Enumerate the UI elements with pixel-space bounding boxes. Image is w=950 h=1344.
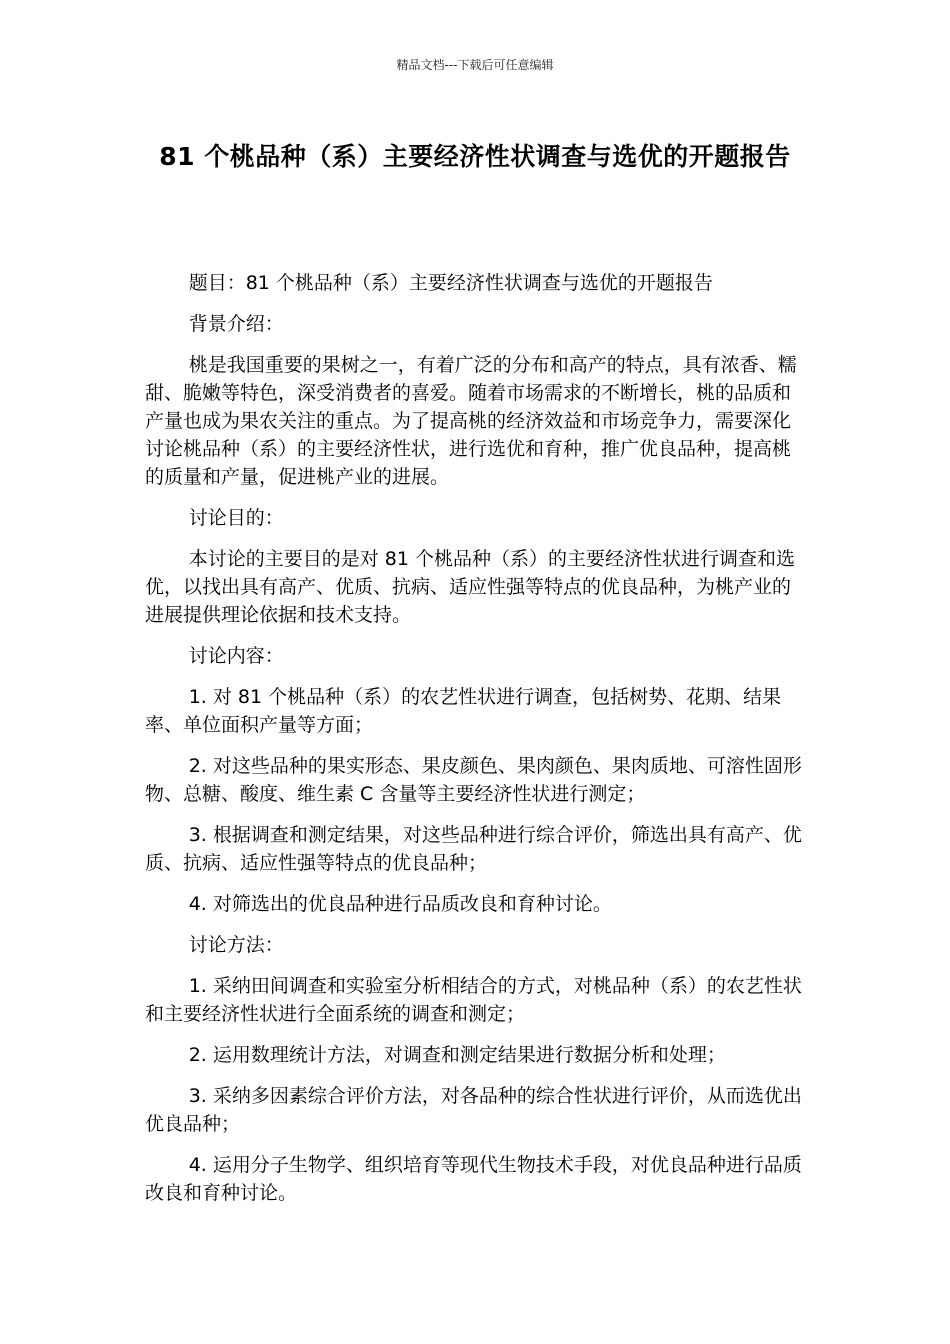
paragraph-topic: 题目：81 个桃品种（系）主要经济性状调查与选优的开题报告 bbox=[188, 272, 713, 294]
document-title: 81 个桃品种（系）主要经济性状调查与选优的开题报告 bbox=[159, 142, 791, 171]
method-item: 1. 采纳田间调查和实验室分析相结合的方式，对桃品种（系）的农艺性状和主要经济性状进行全面系统的调查和测定； bbox=[145, 975, 802, 1025]
heading-purpose: 讨论目的： bbox=[188, 507, 284, 529]
heading-methods: 讨论方法： bbox=[188, 934, 284, 956]
paragraph-purpose: 本讨论的主要目的是对 81 个桃品种（系）的主要经济性状进行调查和选优，以找出具有高产、优质、抗病、适应性强等特点的优良品种，为桃产业的进展提供理论依据和技术支持。 bbox=[145, 548, 795, 626]
content-item: 3. 根据调查和测定结果，对这些品种进行综合评价，筛选出具有高产、优质、抗病、适应性强等特点的优良品种； bbox=[145, 824, 802, 874]
paragraph-background: 桃是我国重要的果树之一，有着广泛的分布和高产的特点，具有浓香、糯甜、脆嫩等特色，深受消费者的喜爱。随着市场需求的不断增长，桃的品质和产量也成为果农关注的重点。为了提高桃的经济效益和市场竞争力，需要深化讨论桃品种（系）的主要经济性状，进行选优和育种，推广优良品种，提高桃的质量和产量，促进桃产业的进展。 bbox=[145, 354, 797, 488]
header-note: 精品文档---下载后可任意编辑 bbox=[396, 58, 554, 72]
method-item: 4. 运用分子生物学、组织培育等现代生物技术手段，对优良品种进行品质改良和育种讨论。 bbox=[145, 1154, 802, 1204]
content-item: 4. 对筛选出的优良品种进行品质改良和育种讨论。 bbox=[188, 893, 612, 915]
content-item: 2. 对这些品种的果实形态、果皮颜色、果肉颜色、果肉质地、可溶性固形物、总糖、酸度、维生素 C 含量等主要经济性状进行测定； bbox=[145, 755, 802, 805]
content-item: 1. 对 81 个桃品种（系）的农艺性状进行调查，包括树势、花期、结果率、单位面积产量等方面； bbox=[145, 686, 782, 736]
document-body bbox=[145, 269, 805, 1207]
method-item: 2. 运用数理统计方法，对调查和测定结果进行数据分析和处理； bbox=[188, 1044, 726, 1066]
method-item: 3. 采纳多因素综合评价方法，对各品种的综合性状进行评价，从而选优出优良品种； bbox=[145, 1085, 802, 1135]
heading-content: 讨论内容： bbox=[188, 645, 284, 667]
heading-background: 背景介绍： bbox=[188, 313, 284, 335]
